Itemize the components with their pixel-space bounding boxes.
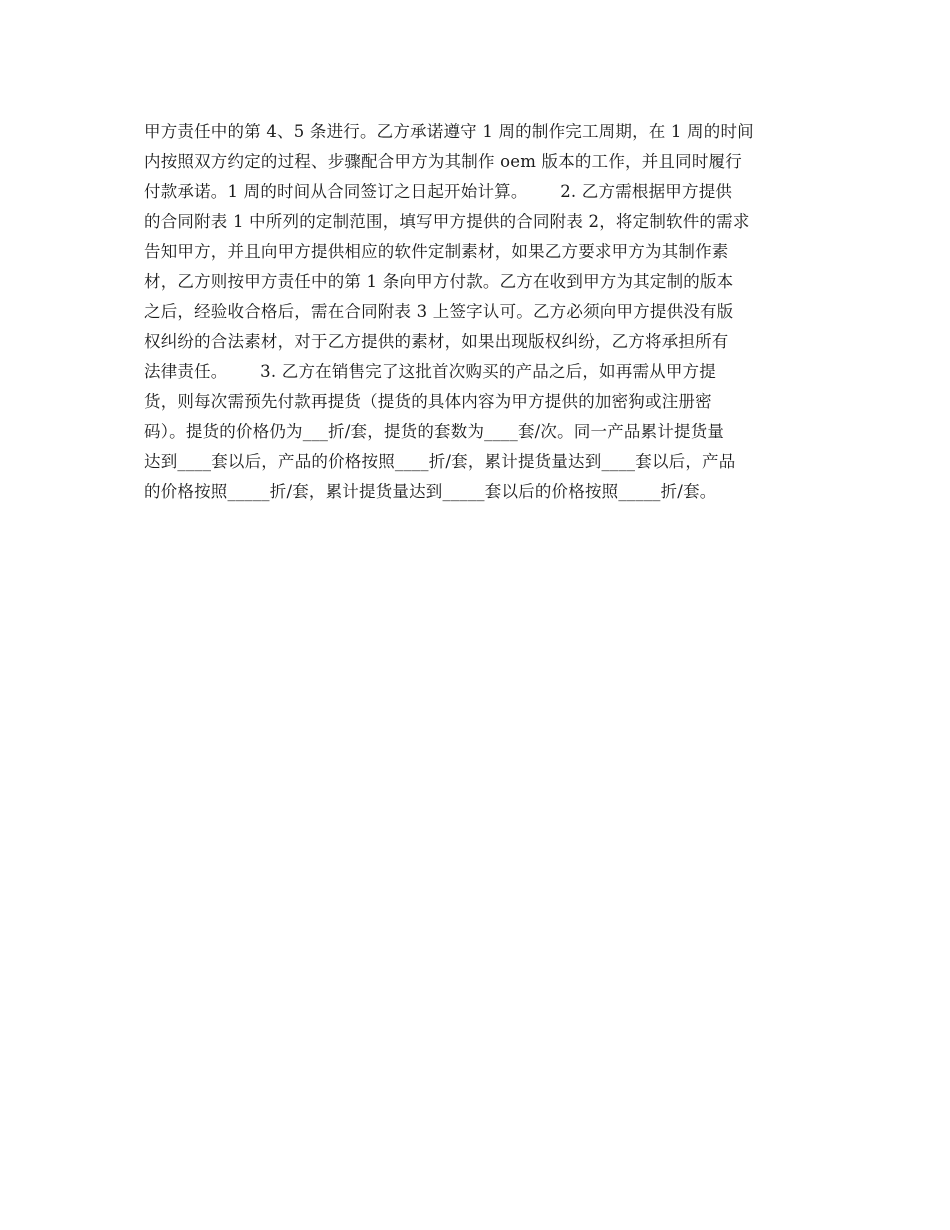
- text-line-3: 付款承诺。1 周的时间从合同签订之日起开始计算。 2. 乙方需根据甲方提供: [144, 182, 733, 201]
- text-line-12: 达到____套以后，产品的价格按照____折/套，累计提货量达到____套以后，产品: [144, 452, 736, 471]
- text-line-7: 之后，经验收合格后，需在合同附表 3 上签字认可。乙方必须向甲方提供没有版: [144, 302, 734, 321]
- text-line-9: 法律责任。 3. 乙方在销售完了这批首次购买的产品之后，如再需从甲方提: [144, 362, 716, 381]
- text-line-11: 码）。提货的价格仍为___折/套，提货的套数为____套/次。同一产品累计提货量: [144, 422, 725, 441]
- text-line-6: 材，乙方则按甲方责任中的第 1 条向甲方付款。乙方在收到甲方为其定制的版本: [144, 272, 734, 291]
- text-line-5: 告知甲方，并且向甲方提供相应的软件定制素材，如果乙方要求甲方为其制作素: [144, 242, 729, 261]
- text-line-2: 内按照双方约定的过程、步骤配合甲方为其制作 oem 版本的工作，并且同时履行: [144, 152, 742, 171]
- text-line-1: 甲方责任中的第 4、5 条进行。乙方承诺遵守 1 周的制作完工周期，在 1 周的时间: [144, 122, 754, 141]
- text-line-13: 的价格按照_____折/套，累计提货量达到_____套以后的价格按照_____折/套。: [144, 482, 717, 501]
- text-line-4: 的合同附表 1 中所列的定制范围，填写甲方提供的合同附表 2，将定制软件的需求: [144, 212, 750, 231]
- contract-paragraph: [144, 117, 824, 507]
- text-line-8: 权纠纷的合法素材，对于乙方提供的素材，如果出现版权纠纷，乙方将承担所有: [144, 332, 729, 351]
- text-line-10: 货，则每次需预先付款再提货（提货的具体内容为甲方提供的加密狗或注册密: [144, 392, 712, 411]
